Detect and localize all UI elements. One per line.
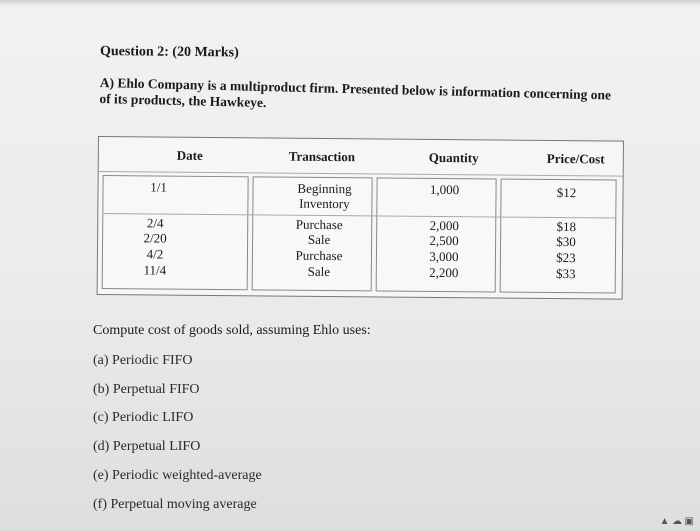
cell-quantity: 1,000	[429, 181, 460, 198]
cell-price: $33	[556, 266, 576, 282]
corner-status-icons	[660, 516, 694, 527]
cell-transaction: Sale	[307, 263, 331, 280]
inventory-table	[97, 136, 624, 300]
header-price-cost: Price/Cost	[546, 150, 605, 167]
cell-quantity: 2,500	[429, 232, 459, 249]
cell-price: $12	[556, 185, 577, 201]
header-quantity: Quantity	[428, 149, 479, 166]
header-transaction: Transaction	[288, 148, 356, 165]
cell-transaction: Purchase	[295, 216, 343, 233]
cell-quantity: 2,000	[429, 217, 459, 234]
cell-quantity: 3,000	[429, 248, 459, 265]
cloud-icon: ☁	[672, 516, 683, 527]
option-d: (d) Perpetual LIFO	[93, 439, 201, 454]
caret-up-icon: ▲	[659, 516, 670, 527]
option-e: (e) Periodic weighted-average	[93, 468, 262, 483]
question-intro: A) Ehlo Company is a multiproduct firm. Presented below is information concerning one of its products, the Hawkeye.	[99, 75, 612, 111]
cell-transaction: Beginning Inventory	[297, 180, 352, 212]
cell-date: 1/1	[150, 179, 167, 195]
cell-date: 4/2	[146, 246, 164, 262]
option-c: (c) Periodic LIFO	[93, 410, 194, 425]
window-icon: ▣	[684, 516, 694, 527]
cell-price: $30	[556, 234, 576, 250]
cell-transaction: Purchase	[295, 247, 343, 264]
option-b: (b) Perpetual FIFO	[93, 382, 200, 397]
cell-quantity: 2,200	[429, 264, 459, 281]
cell-price: $23	[556, 250, 576, 266]
cell-date: 11/4	[143, 262, 167, 278]
header-date: Date	[176, 147, 203, 163]
cell-transaction: Sale	[307, 231, 331, 248]
cell-date: 2/20	[143, 230, 167, 246]
question-title: Question 2: (20 Marks)	[99, 44, 239, 61]
cell-price: $18	[556, 219, 577, 235]
option-a: (a) Periodic FIFO	[93, 353, 193, 368]
cell-date: 2/4	[146, 215, 164, 231]
option-f: (f) Perpetual moving average	[93, 497, 257, 512]
question-prompt: Compute cost of goods sold, assuming Ehlo uses:	[93, 323, 371, 338]
